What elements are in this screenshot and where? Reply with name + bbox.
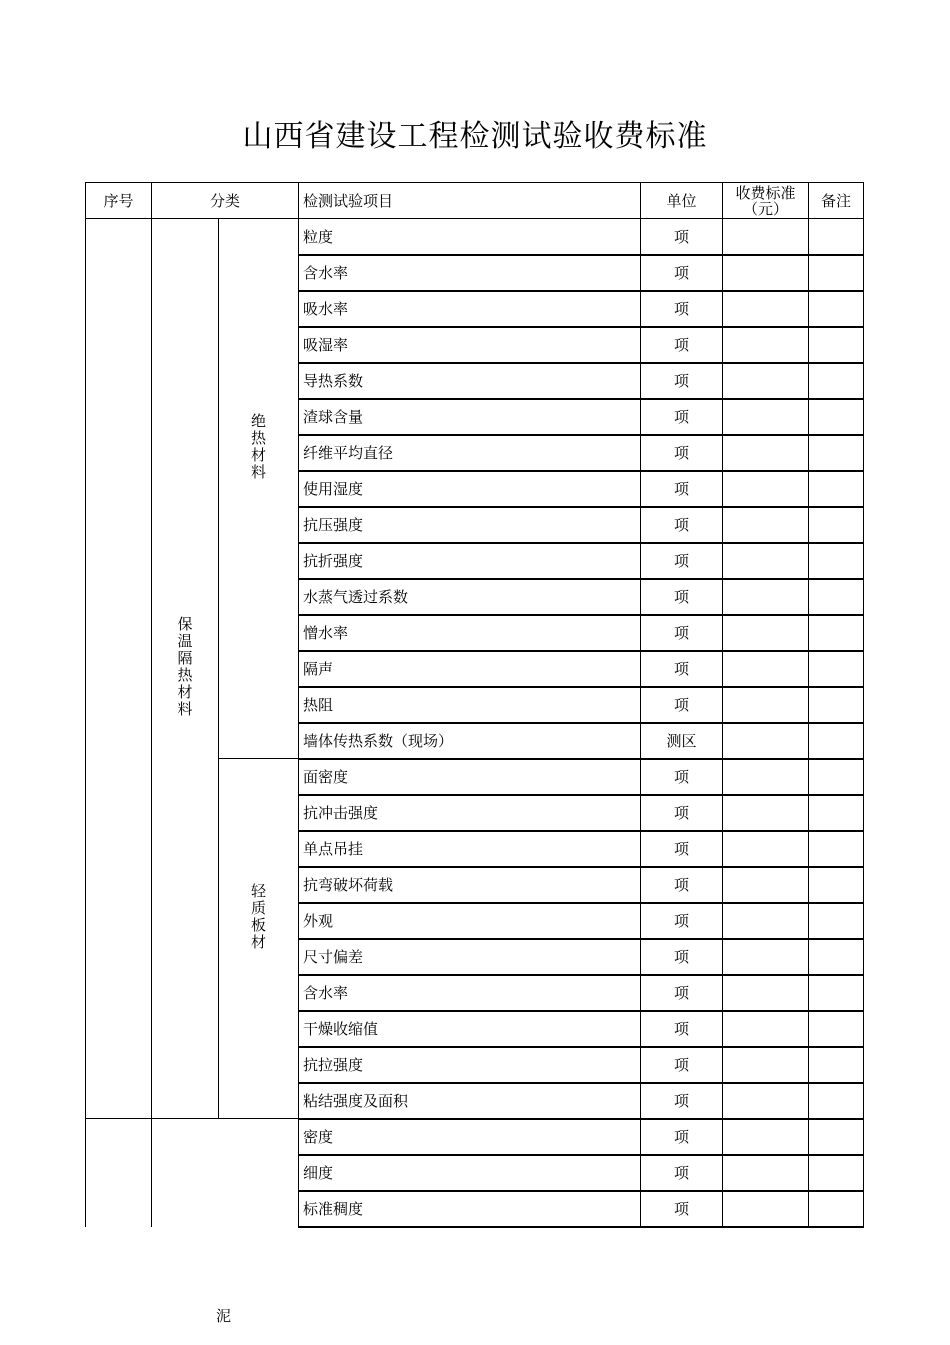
item-cell: 水蒸气透过系数: [299, 579, 641, 615]
item-cell: 渣球含量: [299, 399, 641, 435]
fee-cell: [723, 831, 809, 867]
fee-cell: [723, 219, 809, 255]
fee-cell: [723, 291, 809, 327]
unit-cell: 项: [641, 363, 723, 399]
item-cell: 憎水率: [299, 615, 641, 651]
unit-cell: 项: [641, 1155, 723, 1191]
unit-cell: 项: [641, 507, 723, 543]
fee-cell: [723, 579, 809, 615]
remark-cell: [809, 1155, 864, 1191]
fee-cell: [723, 255, 809, 291]
fee-cell: [723, 327, 809, 363]
remark-cell: [809, 831, 864, 867]
fee-cell: [723, 543, 809, 579]
unit-cell: 测区: [641, 723, 723, 759]
item-cell: 细度: [299, 1155, 641, 1191]
category-main-label: 保温隔热材料: [175, 615, 194, 718]
unit-cell: 项: [641, 579, 723, 615]
item-cell: 抗折强度: [299, 543, 641, 579]
category-main: [152, 219, 219, 1119]
remark-cell: [809, 255, 864, 291]
remark-cell: [809, 723, 864, 759]
unit-cell: 项: [641, 651, 723, 687]
item-cell: 导热系数: [299, 363, 641, 399]
unit-cell: 项: [641, 615, 723, 651]
category-sub-insulation: [219, 219, 299, 759]
category-sub-board-label: 轻质板材: [249, 882, 267, 951]
fee-cell: [723, 1083, 809, 1119]
unit-cell: 项: [641, 687, 723, 723]
fee-cell: [723, 723, 809, 759]
category-cell: [152, 1119, 299, 1227]
header-item: 检测试验项目: [299, 183, 641, 219]
item-cell: 粘结强度及面积: [299, 1083, 641, 1119]
remark-cell: [809, 867, 864, 903]
item-cell: 纤维平均直径: [299, 435, 641, 471]
unit-cell: 项: [641, 1011, 723, 1047]
unit-cell: 项: [641, 939, 723, 975]
item-cell: 面密度: [299, 759, 641, 795]
item-cell: 含水率: [299, 975, 641, 1011]
header-remark: 备注: [809, 183, 864, 219]
item-cell: 外观: [299, 903, 641, 939]
remark-cell: [809, 219, 864, 255]
remark-cell: [809, 687, 864, 723]
remark-cell: [809, 651, 864, 687]
remark-cell: [809, 399, 864, 435]
remark-cell: [809, 327, 864, 363]
fee-cell: [723, 903, 809, 939]
unit-cell: 项: [641, 291, 723, 327]
fee-cell: [723, 651, 809, 687]
header-category: 分类: [152, 183, 299, 219]
table-row: [86, 219, 864, 255]
remark-cell: [809, 1011, 864, 1047]
remark-cell: [809, 1119, 864, 1155]
unit-cell: 项: [641, 903, 723, 939]
table-row: [86, 1119, 864, 1155]
unit-cell: 项: [641, 435, 723, 471]
item-cell: 抗弯破坏荷载: [299, 867, 641, 903]
fee-cell: [723, 471, 809, 507]
header-unit: 单位: [641, 183, 723, 219]
item-cell: 抗拉强度: [299, 1047, 641, 1083]
item-cell: 单点吊挂: [299, 831, 641, 867]
unit-cell: 项: [641, 255, 723, 291]
item-cell: 尺寸偏差: [299, 939, 641, 975]
item-cell: 吸水率: [299, 291, 641, 327]
fee-cell: [723, 615, 809, 651]
fee-table: [85, 182, 864, 1228]
fee-cell: [723, 435, 809, 471]
remark-cell: [809, 795, 864, 831]
unit-cell: 项: [641, 471, 723, 507]
fee-cell: [723, 1119, 809, 1155]
item-cell: 标准稠度: [299, 1191, 641, 1227]
unit-cell: 项: [641, 867, 723, 903]
header-seq: 序号: [86, 183, 152, 219]
footer-char: 泥: [216, 1307, 232, 1325]
fee-cell: [723, 759, 809, 795]
item-cell: 干燥收缩值: [299, 1011, 641, 1047]
remark-cell: [809, 1191, 864, 1227]
unit-cell: 项: [641, 1047, 723, 1083]
fee-cell: [723, 939, 809, 975]
fee-cell: [723, 975, 809, 1011]
item-cell: 吸湿率: [299, 327, 641, 363]
unit-cell: 项: [641, 759, 723, 795]
item-cell: 抗冲击强度: [299, 795, 641, 831]
remark-cell: [809, 939, 864, 975]
remark-cell: [809, 543, 864, 579]
unit-cell: 项: [641, 327, 723, 363]
fee-cell: [723, 399, 809, 435]
unit-cell: 项: [641, 831, 723, 867]
fee-cell: [723, 363, 809, 399]
fee-cell: [723, 867, 809, 903]
fee-cell: [723, 1191, 809, 1227]
category-sub-insulation-label: 绝热材料: [249, 412, 267, 481]
remark-cell: [809, 579, 864, 615]
item-cell: 热阻: [299, 687, 641, 723]
remark-cell: [809, 903, 864, 939]
fee-cell: [723, 687, 809, 723]
unit-cell: 项: [641, 219, 723, 255]
item-cell: 密度: [299, 1119, 641, 1155]
remark-cell: [809, 363, 864, 399]
unit-cell: 项: [641, 975, 723, 1011]
remark-cell: [809, 291, 864, 327]
remark-cell: [809, 975, 864, 1011]
remark-cell: [809, 759, 864, 795]
fee-cell: [723, 507, 809, 543]
fee-cell: [723, 795, 809, 831]
item-cell: 使用湿度: [299, 471, 641, 507]
unit-cell: 项: [641, 795, 723, 831]
remark-cell: [809, 507, 864, 543]
header-row: [86, 183, 864, 219]
remark-cell: [809, 435, 864, 471]
fee-cell: [723, 1011, 809, 1047]
unit-cell: 项: [641, 1191, 723, 1227]
item-cell: 含水率: [299, 255, 641, 291]
unit-cell: 项: [641, 1083, 723, 1119]
remark-cell: [809, 1083, 864, 1119]
seq-cell: [86, 219, 152, 1119]
fee-cell: [723, 1047, 809, 1083]
header-fee: 收费标准（元）: [723, 183, 809, 219]
item-cell: 隔声: [299, 651, 641, 687]
item-cell: 抗压强度: [299, 507, 641, 543]
unit-cell: 项: [641, 1119, 723, 1155]
remark-cell: [809, 1047, 864, 1083]
page-title: 山西省建设工程检测试验收费标准: [242, 119, 708, 154]
remark-cell: [809, 615, 864, 651]
item-cell: 粒度: [299, 219, 641, 255]
unit-cell: 项: [641, 543, 723, 579]
unit-cell: 项: [641, 399, 723, 435]
remark-cell: [809, 471, 864, 507]
fee-cell: [723, 1155, 809, 1191]
seq-cell: [86, 1119, 152, 1227]
item-cell: 墙体传热系数（现场）: [299, 723, 641, 759]
category-sub-board: [219, 759, 299, 1119]
